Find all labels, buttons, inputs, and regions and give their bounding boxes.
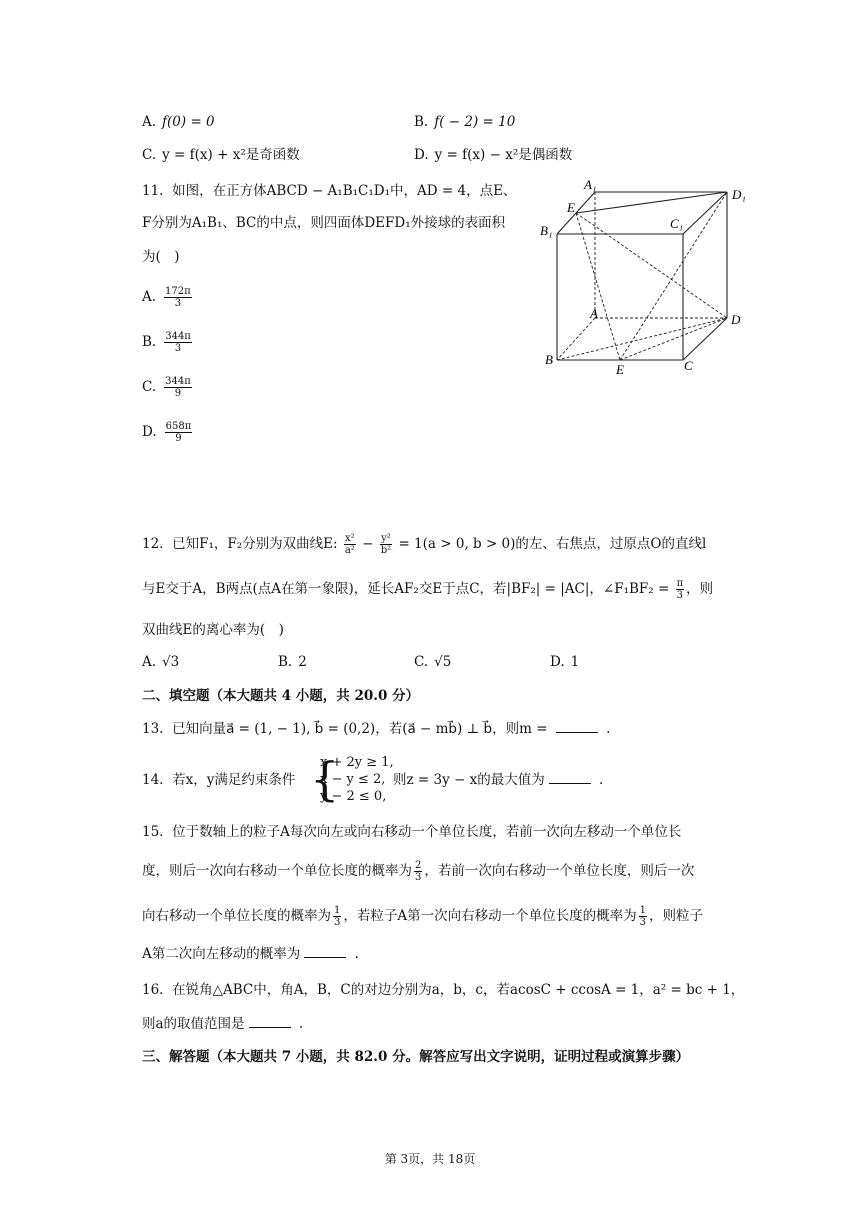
fraction-denominator: 3	[639, 917, 646, 928]
fraction-2-3	[414, 860, 422, 883]
q13	[142, 719, 610, 739]
fraction-denominator: 3	[174, 343, 182, 354]
option-label: B.	[142, 334, 157, 350]
option-fraction	[164, 331, 192, 354]
question-number: 16.	[142, 982, 164, 998]
q11-option-c	[142, 376, 194, 399]
q10-option-b	[414, 112, 515, 132]
period: .	[606, 721, 611, 737]
label-d1: D₁	[732, 187, 746, 202]
option-text: f( − 2) = 10	[434, 114, 516, 130]
period: .	[354, 946, 359, 962]
option-label: D.	[142, 424, 157, 440]
question-text: 若x，y满足约束条件	[172, 772, 296, 788]
option-label: C.	[414, 654, 429, 670]
option-label: D.	[550, 654, 565, 670]
constraint-2: x − y ≤ 2,	[320, 772, 386, 787]
fraction-numerator: π	[676, 578, 684, 589]
q10-option-a	[142, 112, 215, 132]
question-text: 在锐角△ABC中，角A，B，C的对边分别为a，b，c，若acosC + ccosA = 1，a² = bc + 1，	[172, 982, 745, 998]
text-segment: ，则	[686, 581, 714, 597]
option-fraction	[164, 286, 192, 309]
fraction-denominator: a²	[344, 545, 355, 556]
constraint-1: x + 2y ≥ 1,	[320, 755, 394, 770]
label-a: A	[590, 306, 598, 321]
question-text: 则z = 3y − x的最大值为	[393, 772, 545, 788]
text-segment: 已知F₁，F₂分别为双曲线E:	[172, 536, 342, 552]
period: .	[298, 1016, 304, 1032]
option-text: √3	[162, 654, 180, 670]
constraint-3: y − 2 ≤ 0,	[320, 789, 387, 804]
q15-line2	[142, 860, 694, 883]
label-a1: A₁	[584, 177, 597, 192]
fraction-numerator: 172π	[165, 286, 191, 297]
fraction-x2-a2	[344, 533, 356, 556]
option-text: y = f(x) − x²是偶函数	[434, 147, 573, 163]
fraction-y2-b2	[380, 533, 392, 556]
option-text: y = f(x) + x²是奇函数	[162, 147, 300, 163]
q12-line1	[142, 533, 706, 556]
q12-line2	[142, 578, 713, 601]
text-segment: 向右移动一个单位长度的概率为	[142, 908, 331, 924]
q11-option-b	[142, 331, 194, 354]
fraction-numerator: 2	[415, 860, 422, 871]
fraction-denominator: 3	[415, 872, 422, 883]
fraction-denominator: b²	[380, 545, 392, 556]
fraction-denominator: 3	[676, 590, 684, 601]
q11-option-a	[142, 286, 194, 309]
minus-sign: −	[357, 536, 378, 552]
q11-option-d	[142, 421, 194, 444]
period: .	[599, 772, 604, 788]
section-solution-heading: 三、解答题（本大题共 7 小题，共 82.0 分。解答应写出文字说明，证明过程或演算步骤）	[142, 1049, 690, 1065]
question-number: 13.	[142, 721, 164, 737]
option-label: A.	[142, 289, 157, 305]
q16-line1	[142, 980, 744, 1000]
text-segment: ，若粒子A第一次向右移动一个单位长度的概率为	[343, 908, 637, 924]
q10-option-c	[142, 145, 300, 165]
option-label: C.	[142, 379, 157, 395]
label-b: B	[545, 352, 553, 367]
q11-line1	[142, 181, 516, 201]
q12-option-c	[414, 652, 451, 672]
option-fraction	[164, 376, 192, 399]
label-e-top: E	[567, 200, 575, 215]
option-label: A.	[142, 114, 157, 130]
fraction-1-3	[333, 905, 341, 928]
option-label: A.	[142, 654, 157, 670]
section-fill-in-heading: 二、填空题（本大题共 4 小题，共 20.0 分）	[142, 688, 420, 704]
question-text: 位于数轴上的粒子A每次向左或向右移动一个单位长度，若前一次向左移动一个单位长	[172, 824, 682, 840]
fraction-1-3	[639, 905, 647, 928]
q12-option-a	[142, 652, 179, 672]
label-d: D	[731, 312, 741, 327]
q15-line3	[142, 905, 703, 928]
q11-line3: 为( )	[142, 249, 180, 265]
option-label: D.	[414, 147, 429, 163]
question-text: 则a的取值范围是	[142, 1016, 245, 1032]
fraction-numerator: 344π	[165, 376, 191, 387]
text-segment: 度，则后一次向右移动一个单位长度的概率为	[142, 863, 412, 879]
fraction-denominator: 9	[175, 433, 182, 444]
answer-blank	[556, 720, 598, 733]
cube-figure	[535, 172, 760, 377]
fraction-pi-3	[676, 578, 685, 601]
option-text: 2	[298, 654, 307, 670]
answer-blank	[249, 1015, 291, 1028]
q14-tail	[393, 770, 603, 790]
option-label: B.	[278, 654, 293, 670]
q12-option-b	[278, 652, 307, 672]
fraction-numerator: 344π	[165, 331, 191, 342]
q11-line2: F分别为A₁B₁、BC的中点，则四面体DEFD₁外接球的表面积	[142, 215, 506, 231]
left-brace: {	[310, 752, 340, 806]
label-c1: C₁	[670, 216, 684, 231]
q12-line3: 双曲线E的离心率为( )	[142, 622, 284, 638]
fraction-numerator: x²	[345, 533, 355, 544]
q15-line4	[142, 944, 359, 964]
option-fraction	[165, 421, 193, 444]
question-text: 已知向量a⃗ = (1, − 1), b⃗ = (0,2)，若(a⃗ − mb⃗) ⊥ b⃗，则m =	[172, 721, 552, 737]
option-text: √5	[434, 654, 452, 670]
text-segment: ，若前一次向右移动一个单位长度，则后一次	[424, 863, 695, 879]
text-segment: 与E交于A，B两点(点A在第一象限)，延长AF₂交E于点C，若|BF₂| = |AC|，∠F₁BF₂ =	[142, 581, 674, 597]
fraction-denominator: 3	[174, 298, 182, 309]
fraction-denominator: 9	[174, 388, 182, 399]
text-segment: ，则粒子	[649, 908, 703, 924]
fraction-numerator: 1	[639, 905, 646, 916]
question-number: 11.	[142, 183, 164, 199]
option-label: B.	[414, 114, 429, 130]
fraction-denominator: 3	[334, 917, 341, 928]
question-number: 12.	[142, 536, 164, 552]
q10-option-d	[414, 145, 572, 165]
label-e-bottom: E	[616, 362, 624, 377]
q16-line2	[142, 1014, 303, 1034]
question-number: 15.	[142, 824, 164, 840]
label-c: C	[684, 358, 693, 373]
question-text: 如图，在正方体ABCD − A₁B₁C₁D₁中，AD = 4，点E、	[172, 183, 517, 199]
option-text: f(0) = 0	[162, 114, 215, 130]
fraction-numerator: 1	[334, 905, 341, 916]
question-text: A第二次向左移动的概率为	[142, 946, 301, 962]
page-footer: 第 3页，共 18页	[384, 1152, 476, 1166]
option-label: C.	[142, 147, 157, 163]
q14-lead	[142, 770, 295, 790]
option-text: 1	[570, 654, 580, 670]
q15-line1	[142, 822, 681, 842]
answer-blank	[549, 771, 591, 784]
question-number: 14.	[142, 772, 164, 788]
answer-blank	[304, 945, 346, 958]
fraction-numerator: 658π	[165, 421, 192, 432]
text-segment: = 1(a > 0, b > 0)的左、右焦点，过原点O的直线l	[394, 536, 707, 552]
fraction-numerator: y²	[381, 533, 391, 544]
label-b1: B₁	[540, 223, 553, 238]
q12-option-d	[550, 652, 579, 672]
